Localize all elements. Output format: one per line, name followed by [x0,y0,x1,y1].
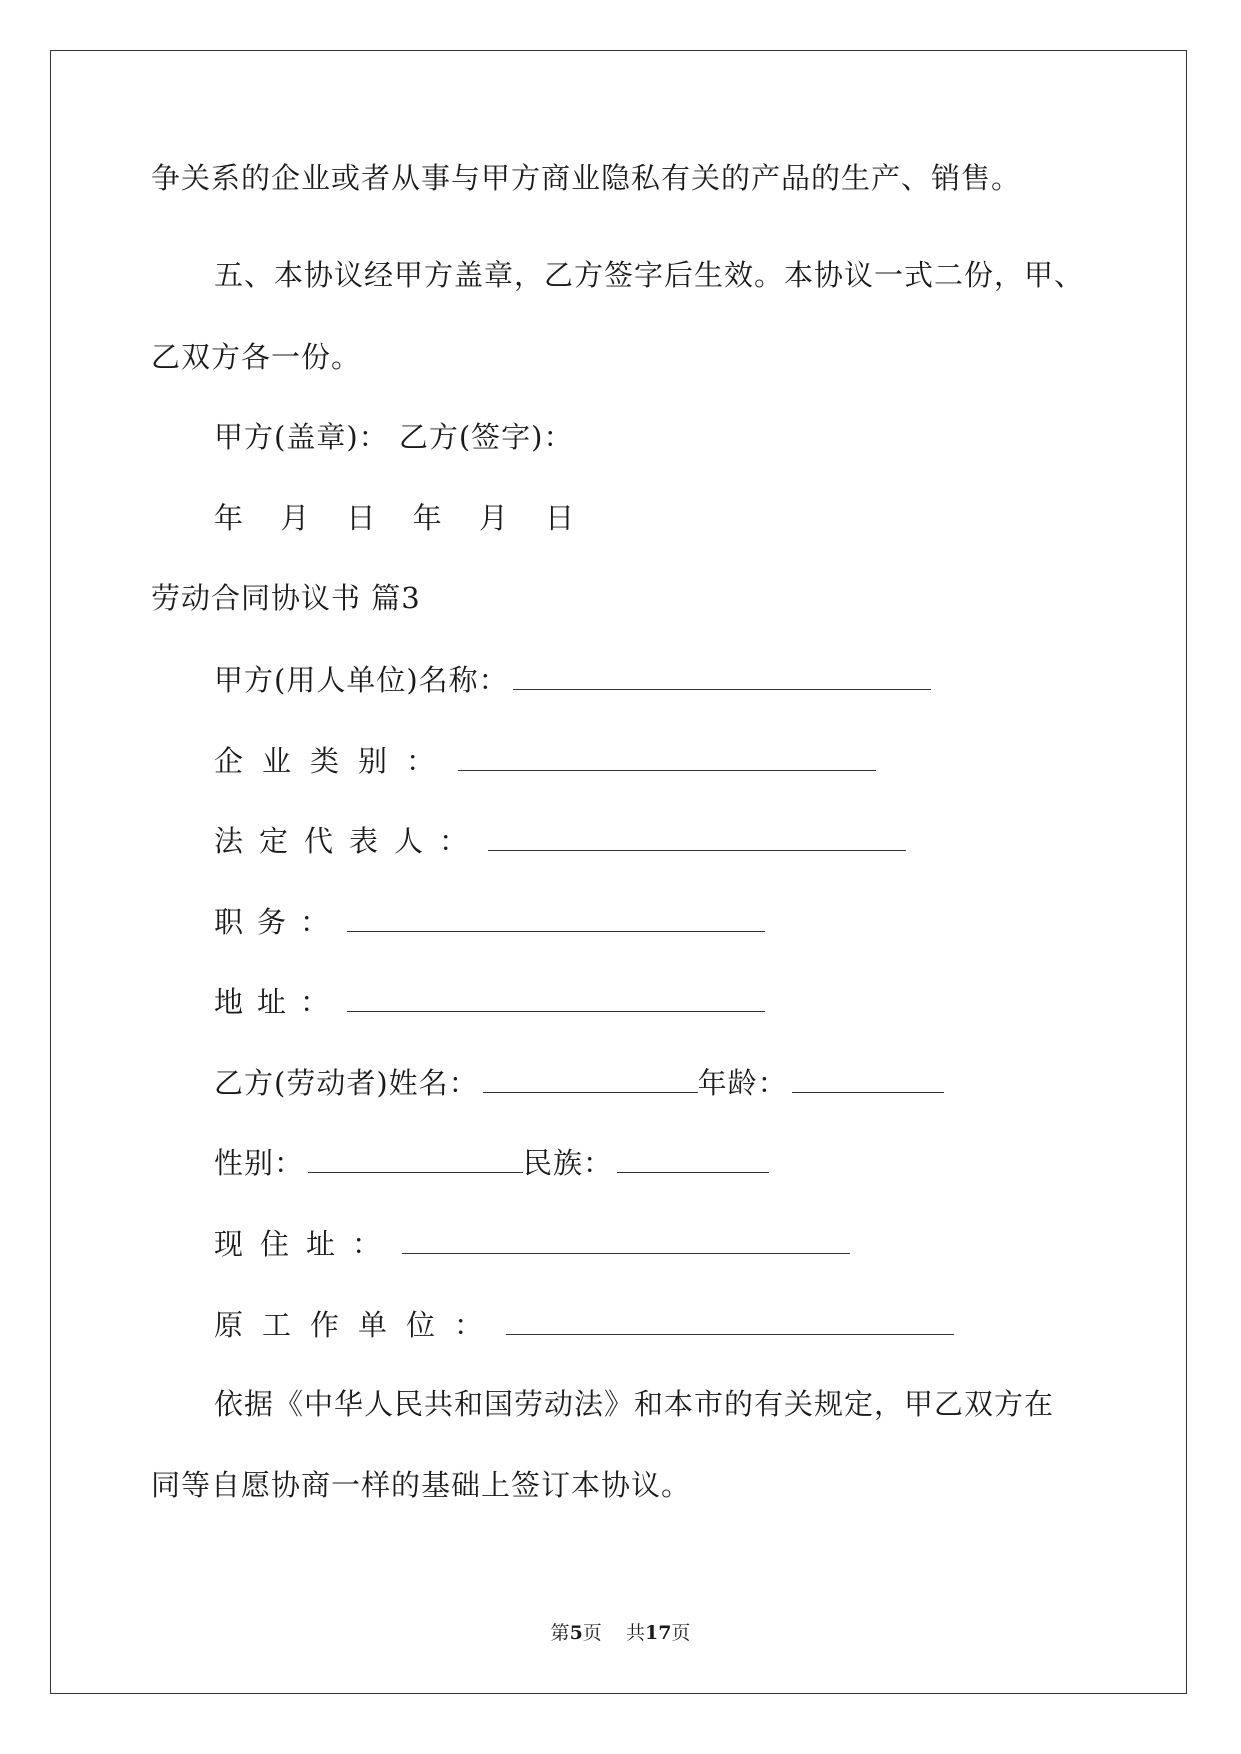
closing-line2: 同等自愿协商一样的基础上签订本协议。 [151,1468,692,1502]
legal-rep-label: 法定代表人： [214,824,485,858]
former-employer-label: 原工作单位： [214,1308,503,1342]
footer-page-suffix: 页 共 [582,1622,645,1644]
worker-info-row [214,1062,944,1103]
age-blank [792,1062,944,1093]
employer-name-label: 甲方(用人单位)名称： [214,663,509,697]
current-address-blank [402,1223,850,1254]
page-footer [0,1621,1241,1645]
footer-total-pages: 17 [644,1622,672,1644]
address-label: 地址： [214,985,344,1019]
current-address-label: 现住址： [214,1227,399,1261]
enterprise-type-label: 企业类别： [214,744,455,778]
enterprise-type-blank [458,740,876,771]
address-blank [347,981,765,1012]
worker-name-blank [483,1062,698,1093]
clause-five-line2: 乙双方各一份。 [151,340,362,374]
footer-total-suffix: 页 [671,1622,691,1644]
ethnicity-blank [617,1142,769,1173]
position-label: 职务： [214,905,344,939]
legal-rep-blank [488,820,906,851]
enterprise-type-row [214,740,876,781]
address-row [214,981,765,1022]
gender-row [214,1142,769,1183]
gender-label: 性别： [214,1146,305,1180]
section-title: 劳动合同协议书 篇3 [151,581,421,615]
employer-name-row [214,659,931,700]
worker-name-label: 乙方(劳动者)姓名： [214,1066,479,1100]
footer-page-number: 5 [569,1622,583,1644]
age-label: 年龄： [697,1066,788,1100]
signature-line: 甲方(盖章)： 乙方(签字)： [214,420,574,454]
position-blank [347,901,765,932]
date-line: 年 月 日 年 月 日 [214,501,589,535]
former-employer-blank [506,1304,954,1335]
gender-blank [308,1142,523,1173]
position-row [214,901,765,942]
current-address-row [214,1223,850,1264]
clause-five-line1: 五、本协议经甲方盖章，乙方签字后生效。本协议一式二份，甲、 [214,258,1085,292]
legal-rep-row [214,820,906,861]
employer-name-blank [513,659,931,690]
page-border [50,50,1187,1694]
closing-line1: 依据《中华人民共和国劳动法》和本市的有关规定，甲乙双方在 [214,1387,1055,1421]
footer-page-prefix: 第 [550,1622,570,1644]
ethnicity-label: 民族： [523,1146,614,1180]
paragraph-continuation: 争关系的企业或者从事与甲方商业隐私有关的产品的生产、销售。 [151,161,1022,195]
former-employer-row [214,1304,954,1345]
